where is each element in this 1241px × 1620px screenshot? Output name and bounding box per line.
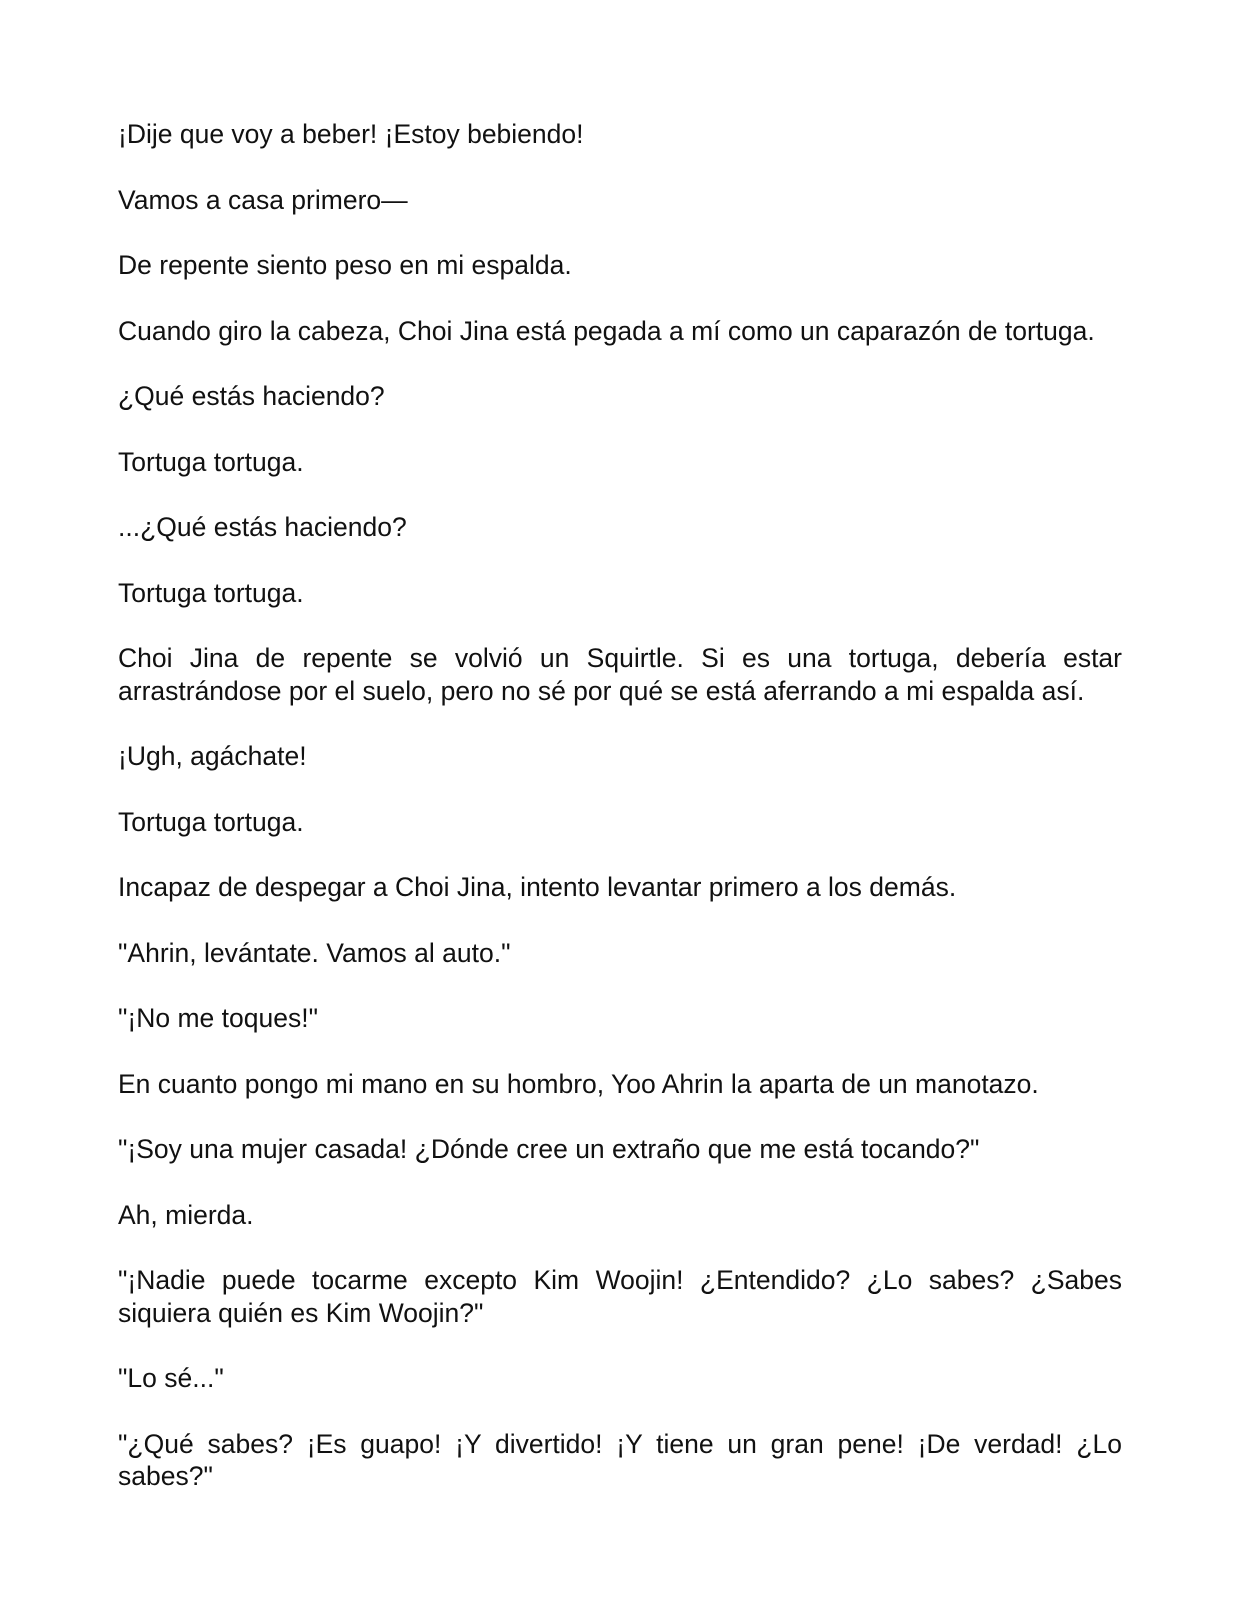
paragraph: Tortuga tortuga. [118,806,304,837]
paragraph: En cuanto pongo mi mano en su hombro, Yoo Ahrin la aparta de un manotazo. [118,1068,1039,1099]
paragraph: Vamos a casa primero— [118,184,408,215]
paragraph: Cuando giro la cabeza, Choi Jina está pegada a mí como un caparazón de tortuga. [118,315,1095,346]
paragraph: "¡Nadie puede tocarme excepto Kim Woojin! ¿Entendido? ¿Lo sabes? ¿Sabes siquiera quién es Kim Woojin?" [118,1265,1122,1328]
paragraph: "Lo sé..." [118,1363,224,1393]
paragraph: "¡No me toques!" [118,1003,318,1033]
paragraph: Choi Jina de repente se volvió un Squirtle. Si es una tortuga, debería estar arrastrándose por el suelo, pero no sé por qué se está aferrando a mi espalda así. [118,643,1122,706]
paragraph: Incapaz de despegar a Choi Jina, intento levantar primero a los demás. [118,872,957,902]
page-body [118,118,1122,1526]
paragraph: "¡Soy una mujer casada! ¿Dónde cree un extraño que me está tocando?" [118,1134,980,1164]
paragraph: Tortuga tortuga. [118,577,304,608]
paragraph: ¿Qué estás haciendo? [118,381,385,411]
paragraph: De repente siento peso en mi espalda. [118,250,572,280]
paragraph: "¿Qué sabes? ¡Es guapo! ¡Y divertido! ¡Y tiene un gran pene! ¡De verdad! ¿Lo sabes?" [118,1428,1122,1491]
paragraph: ¡Ugh, agáchate! [118,741,307,771]
paragraph: Tortuga tortuga. [118,446,304,477]
paragraph: ...¿Qué estás haciendo? [118,512,407,542]
paragraph: Ah, mierda. [118,1199,254,1230]
paragraph: "Ahrin, levántate. Vamos al auto." [118,937,511,968]
paragraph: ¡Dije que voy a beber! ¡Estoy bebiendo! [118,119,584,149]
